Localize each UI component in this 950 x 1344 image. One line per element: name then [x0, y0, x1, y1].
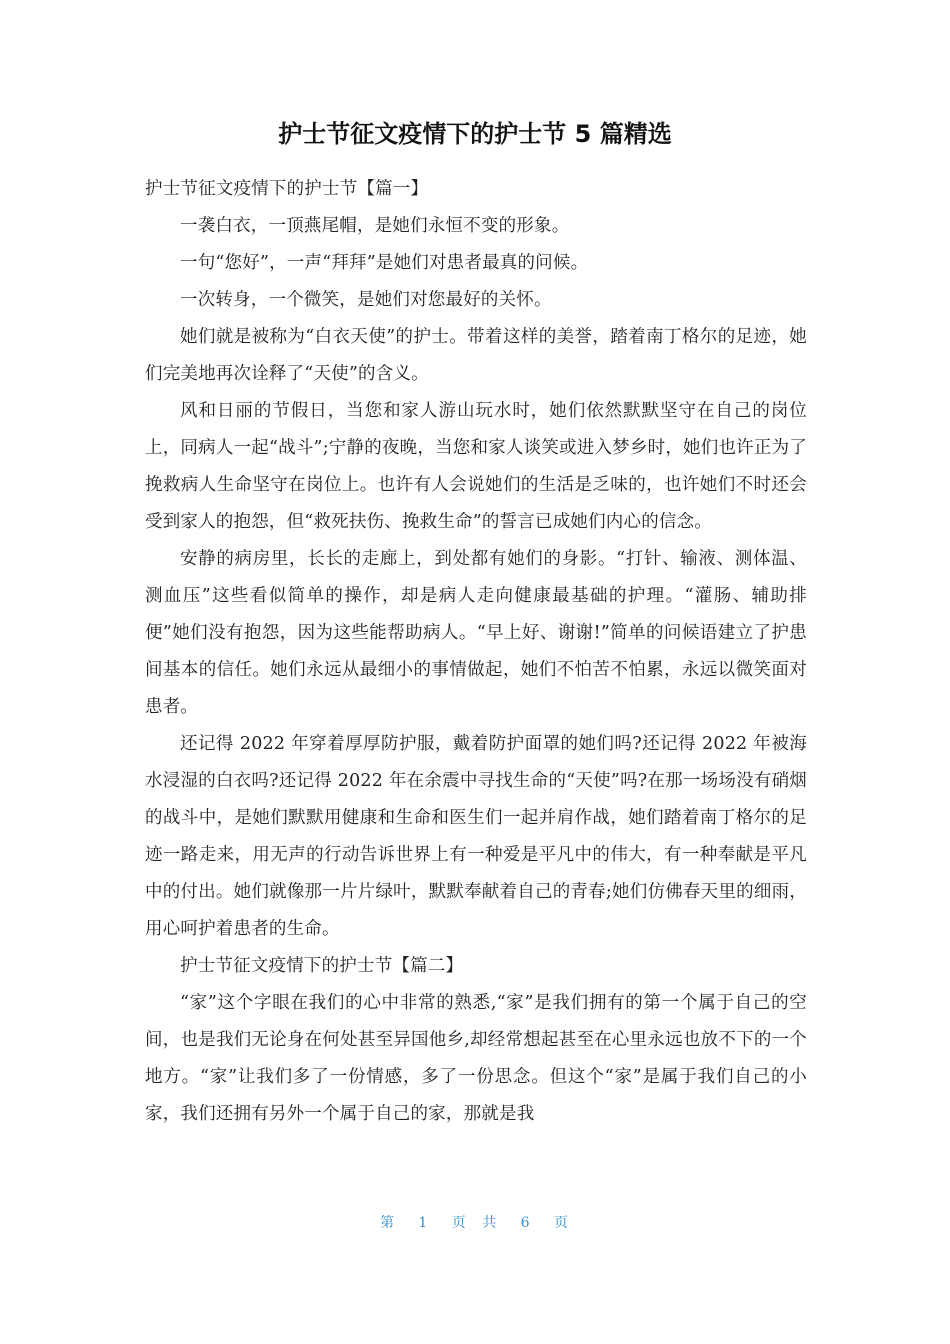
footer-page-of: 页 共	[451, 1215, 499, 1231]
footer-page-label: 第	[379, 1215, 396, 1231]
paragraph: 一次转身，一个微笑，是她们对您最好的关怀。	[180, 290, 552, 310]
section-heading-2: 护士节征文疫情下的护士节【篇二】	[180, 956, 464, 976]
paragraph: 她们就是被称为“白衣天使”的护士。带着这样的美誉，踏着南丁格尔的足迹，她们完美地再次诠释了“天使”的含义。	[145, 327, 807, 384]
paragraph: 一袭白衣，一顶燕尾帽，是她们永恒不变的形象。	[180, 216, 570, 236]
footer-page-suffix: 页	[554, 1215, 571, 1231]
footer-page-number: 1	[418, 1215, 430, 1231]
paragraph: 风和日丽的节假日，当您和家人游山玩水时，她们依然默默坚守在自己的岗位上，同病人一起“战斗”;宁静的夜晚，当您和家人谈笑或进入梦乡时，她们也许正为了挽救病人生命坚守在岗位上。也许有人会说她们的生活是乏味的，也许她们不时还会受到家人的抱怨，但“救死扶伤、挽救生命”的誓言已成她们内心的信念。	[145, 401, 807, 532]
page-footer	[0, 1212, 950, 1232]
section-heading-1: 护士节征文疫情下的护士节【篇一】	[145, 179, 429, 199]
paragraph: “家”这个字眼在我们的心中非常的熟悉,“家”是我们拥有的第一个属于自己的空间，也是我们无论身在何处甚至异国他乡,却经常想起甚至在心里永远也放不下的一个地方。“家”让我们多了一份情感，多了一份思念。但这个“家”是属于我们自己的小家，我们还拥有另外一个属于自己的家，那就是我	[145, 993, 807, 1124]
document-body	[145, 171, 807, 1133]
paragraph: 安静的病房里，长长的走廊上，到处都有她们的身影。“打针、输液、测体温、测血压”这些看似简单的操作，却是病人走向健康最基础的护理。“灌肠、辅助排便”她们没有抱怨，因为这些能帮助病人。“早上好、谢谢!”简单的问候语建立了护患间基本的信任。她们永远从最细小的事情做起，她们不怕苦不怕累，永远以微笑面对患者。	[145, 549, 807, 717]
document-title: 护士节征文疫情下的护士节 5 篇精选	[278, 120, 672, 148]
paragraph: 一句“您好”，一声“拜拜”是她们对患者最真的问候。	[180, 253, 589, 273]
footer-total-pages: 6	[520, 1215, 532, 1231]
paragraph: 还记得 2022 年穿着厚厚防护服，戴着防护面罩的她们吗?还记得 2022 年被海水浸湿的白衣吗?还记得 2022 年在余震中寻找生命的“天使”吗?在那一场场没有硝烟的战斗中，是她们默默用健康和生命和医生们一起并肩作战，她们踏着南丁格尔的足迹一路走来，用无声的行动告诉世界上有一种爱是平凡中的伟大，有一种奉献是平凡中的付出。她们就像那一片片绿叶，默默奉献着自己的青春;她们仿佛春天里的细雨，用心呵护着患者的生命。	[145, 734, 807, 939]
